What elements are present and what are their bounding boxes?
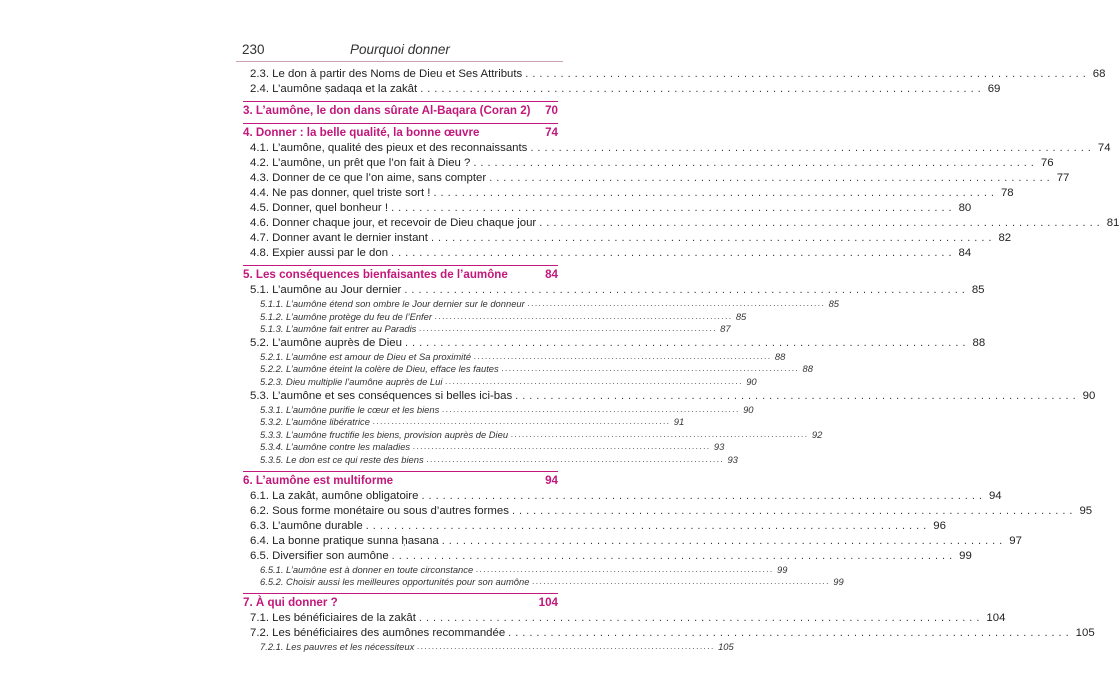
- toc-entry-page: 97: [1009, 534, 1022, 547]
- toc-entry-page: 84: [958, 247, 972, 259]
- toc-entry-page: 105: [718, 640, 734, 652]
- toc-subentry[interactable]: [243, 640, 734, 654]
- toc-entry-label: 5.3.3. L’aumône fructifie les biens, provision auprès de Dieu: [260, 428, 509, 440]
- toc-subentry[interactable]: [243, 428, 823, 442]
- toc-entry-page: 69: [987, 83, 1001, 95]
- dot-leader: ................................................................................: [417, 641, 716, 651]
- page-number: 230: [242, 42, 265, 57]
- toc-entry[interactable]: [243, 534, 1022, 549]
- dot-leader: ................................................................................: [404, 284, 969, 296]
- dot-leader: ................................................................................: [413, 442, 711, 452]
- toc-subentry[interactable]: [243, 563, 788, 577]
- toc-entry-label: 4.2. L’aumône, un prêt que l’on fait à Dieu ?: [250, 157, 471, 169]
- toc-entry-page: 80: [958, 202, 972, 214]
- toc-entry-label: 4.7. Donner avant le dernier instant: [250, 232, 428, 244]
- dot-leader: ................................................................................: [418, 611, 984, 624]
- toc-entry-label: 5.2.1. L’aumône est amour de Dieu et Sa proximité: [260, 350, 472, 362]
- toc-entry-label: 7.2.1. Les pauvres et les nécessiteux: [260, 640, 415, 652]
- dot-leader: ................................................................................: [426, 454, 725, 464]
- toc-entry-page: 77: [1056, 172, 1070, 184]
- toc-entry-page: 82: [998, 232, 1012, 244]
- toc-entry-label: 5.3.1. L’aumône purifie le cœur et les biens: [260, 403, 440, 415]
- toc-subentry[interactable]: [243, 416, 685, 429]
- toc-entry-label: 5.2.2. L’aumône éteint la colère de Dieu, efface les fautes: [260, 363, 499, 375]
- toc-entry-label: 5.3.5. Le don est ce qui reste des biens: [260, 453, 424, 465]
- toc-entry-page: 96: [933, 519, 946, 532]
- toc-subentry[interactable]: [243, 298, 840, 311]
- toc-entry[interactable]: [243, 141, 1111, 156]
- toc-entry-label: 6.1. La zakât, aumône obligatoire: [250, 489, 419, 502]
- dot-leader: ................................................................................: [391, 202, 956, 214]
- toc-entry[interactable]: [243, 504, 1093, 519]
- toc-entry[interactable]: [243, 611, 1006, 626]
- toc-subentry[interactable]: [243, 453, 738, 467]
- toc-entry-label: 6.2. Sous forme monétaire ou sous d’autres formes: [250, 504, 509, 517]
- toc-entry[interactable]: [243, 549, 972, 564]
- toc-entry[interactable]: [243, 626, 1095, 641]
- header-divider: [236, 61, 563, 62]
- toc-entry-page: 88: [972, 336, 986, 349]
- toc-entry-page: 91: [673, 416, 685, 428]
- dot-leader: ................................................................................: [419, 324, 718, 334]
- toc-entry-label: 4.1. L’aumône, qualité des pieux et des reconnaissants: [250, 142, 528, 154]
- toc-entry[interactable]: [243, 201, 972, 216]
- toc-entry-label: 5.1. L’aumône au Jour dernier: [250, 284, 402, 296]
- toc-entry-page: 87: [720, 323, 731, 335]
- toc-entry-label: 5.1.2. L’aumône protège du feu de l’Enfer: [260, 310, 432, 322]
- toc-entry-label: 4.3. Donner de ce que l’on aime, sans compter: [250, 172, 487, 184]
- dot-leader: ................................................................................: [365, 519, 931, 532]
- toc-entry-label: 5.2.3. Dieu multiplie l’aumône auprès de Lui: [260, 375, 443, 387]
- toc-entry-label: 6.4. La bonne pratique sunna ḥasana: [250, 534, 439, 547]
- toc-entry-page: 68: [1092, 68, 1106, 80]
- dot-leader: ................................................................................: [420, 83, 985, 95]
- toc-entry-label: 7. À qui donner ?: [243, 595, 338, 609]
- toc-entry[interactable]: [243, 82, 1001, 97]
- toc-entry-page: 74: [1097, 142, 1111, 154]
- toc-entry-label: 5.1.1. L’aumône étend son ombre le Jour dernier sur le donneur: [260, 298, 525, 309]
- toc-entry-label: 6.5.2. Choisir aussi les meilleures opportunités pour son aumône: [260, 576, 530, 588]
- toc-entry[interactable]: [243, 489, 1002, 504]
- toc-subentry[interactable]: [243, 363, 813, 376]
- dot-leader: ................................................................................: [474, 351, 772, 361]
- toc-subentry[interactable]: [243, 403, 754, 417]
- toc-entry-label: 2.3. Le don à partir des Noms de Dieu et Ses Attributs: [250, 68, 523, 80]
- toc-entry[interactable]: [243, 216, 1119, 231]
- toc-entry-label: 6.5.1. L’aumône est à donner en toute circonstance: [260, 563, 474, 575]
- toc-entry-page: 85: [971, 284, 985, 296]
- toc-entry-page: 84: [545, 268, 558, 281]
- toc-subentry[interactable]: [243, 350, 786, 364]
- toc-entry-page: 104: [538, 595, 558, 609]
- running-title: Pourquoi donner: [350, 42, 450, 57]
- toc-entry-page: 99: [776, 563, 788, 575]
- dot-leader: ................................................................................: [501, 364, 800, 374]
- toc-entry-label: 4.6. Donner chaque jour, et recevoir de Dieu chaque jour: [250, 217, 537, 229]
- dot-leader: ................................................................................: [421, 489, 986, 502]
- toc-entry[interactable]: [243, 389, 1096, 404]
- toc-entry-label: 5.3. L’aumône et ses conséquences si belles ici-bas: [250, 389, 513, 402]
- toc-entry-label: 5.2. L’aumône auprès de Dieu: [250, 336, 402, 349]
- toc-entry-label: 6.3. L’aumône durable: [250, 519, 363, 532]
- toc-entry-page: 93: [727, 453, 738, 465]
- toc-entry-page: 104: [986, 611, 1006, 624]
- toc-entry-label: 7.1. Les bénéficiaires de la zakât: [250, 611, 416, 624]
- toc-entry[interactable]: [243, 519, 946, 534]
- toc-entry-page: 76: [1040, 157, 1054, 169]
- toc-entry-page: 92: [811, 428, 823, 440]
- dot-leader: ................................................................................: [433, 187, 998, 199]
- toc-entry-page: 74: [545, 126, 558, 139]
- toc-entry-label: 5.3.4. L’aumône contre les maladies: [260, 441, 411, 453]
- dot-leader: ................................................................................: [404, 336, 970, 349]
- toc-entry[interactable]: [243, 67, 1106, 82]
- toc-subentry[interactable]: [243, 441, 725, 454]
- toc-entry-label: 5. Les conséquences bienfaisantes de l’aumône: [243, 268, 508, 281]
- toc-entry-page: 85: [735, 310, 747, 322]
- toc-section-entry[interactable]: [243, 101, 558, 119]
- dot-leader: ................................................................................: [442, 404, 741, 414]
- dot-leader: ................................................................................: [539, 217, 1104, 229]
- toc-subentry[interactable]: [243, 323, 731, 336]
- dot-leader: ................................................................................: [508, 626, 1073, 639]
- dot-leader: ................................................................................: [515, 389, 1080, 402]
- toc-entry-page: 105: [1075, 626, 1095, 639]
- toc-entry-page: 78: [1000, 187, 1014, 199]
- toc-entry-page: 99: [833, 576, 844, 588]
- toc-entry-page: 88: [802, 363, 813, 375]
- dot-leader: ................................................................................: [473, 157, 1038, 169]
- dot-leader: ................................................................................: [489, 172, 1054, 184]
- toc-entry-label: 4.4. Ne pas donner, quel triste sort !: [250, 187, 431, 199]
- toc-entry-label: 5.3.2. L’aumône libératrice: [260, 416, 370, 428]
- toc-entry-page: 94: [988, 489, 1002, 502]
- toc-entry-label: 4.8. Expier aussi par le don: [250, 247, 389, 259]
- dot-leader: ................................................................................: [511, 429, 809, 439]
- toc-entry[interactable]: [243, 186, 1014, 201]
- toc-entry-label: 6.5. Diversifier son aumône: [250, 549, 389, 562]
- toc-section-entry[interactable]: [243, 593, 558, 611]
- toc-entry-label: 6. L’aumône est multiforme: [243, 473, 394, 487]
- table-of-contents: [243, 67, 1119, 653]
- toc-entry[interactable]: [243, 246, 972, 261]
- dot-leader: ................................................................................: [527, 299, 826, 308]
- toc-section-entry[interactable]: [243, 471, 558, 489]
- dot-leader: ................................................................................: [511, 504, 1077, 517]
- page-header: [242, 38, 562, 60]
- dot-leader: ................................................................................: [445, 376, 744, 386]
- toc-entry-page: 93: [713, 441, 725, 453]
- toc-entry-page: 90: [1082, 389, 1096, 402]
- dot-leader: ................................................................................: [435, 311, 733, 321]
- toc-entry-label: 4.5. Donner, quel bonheur !: [250, 202, 389, 214]
- toc-section-entry[interactable]: [243, 265, 558, 283]
- dot-leader: ................................................................................: [525, 68, 1090, 80]
- dot-leader: ................................................................................: [391, 549, 957, 562]
- toc-section-entry[interactable]: [243, 123, 558, 141]
- toc-entry[interactable]: [243, 156, 1054, 171]
- toc-entry-label: 2.4. L’aumône ṣadaqa et la zakât: [250, 83, 418, 95]
- toc-entry-label: 7.2. Les bénéficiaires des aumônes recommandée: [250, 626, 506, 639]
- toc-entry-page: 90: [746, 375, 757, 387]
- toc-entry-page: 99: [959, 549, 972, 562]
- toc-entry-label: 5.1.3. L’aumône fait entrer au Paradis: [260, 323, 417, 335]
- toc-entry[interactable]: [243, 283, 985, 298]
- toc-subentry[interactable]: [243, 310, 747, 324]
- toc-entry-page: 70: [545, 104, 558, 117]
- toc-entry-page: 90: [743, 403, 754, 415]
- dot-leader: ................................................................................: [530, 142, 1095, 154]
- dot-leader: ................................................................................: [476, 564, 774, 574]
- toc-entry-page: 88: [774, 350, 786, 362]
- dot-leader: ................................................................................: [391, 247, 956, 259]
- toc-entry-label: 3. L’aumône, le don dans sûrate Al-Baqara (Coran 2): [243, 104, 531, 117]
- dot-leader: ................................................................................: [441, 534, 1007, 547]
- toc-entry-page: 94: [545, 473, 558, 487]
- toc-entry[interactable]: [243, 336, 986, 351]
- dot-leader: ................................................................................: [532, 577, 831, 587]
- toc-entry-page: 85: [828, 298, 840, 309]
- toc-subentry[interactable]: [243, 576, 844, 589]
- toc-entry-page: 95: [1079, 504, 1093, 517]
- toc-entry-label: 4. Donner : la belle qualité, la bonne œuvre: [243, 126, 480, 139]
- toc-entry[interactable]: [243, 171, 1070, 186]
- dot-leader: ................................................................................: [372, 417, 671, 427]
- toc-entry[interactable]: [243, 231, 1012, 246]
- toc-entry-page: 81: [1106, 217, 1119, 229]
- dot-leader: ................................................................................: [430, 232, 996, 244]
- toc-subentry[interactable]: [243, 375, 757, 389]
